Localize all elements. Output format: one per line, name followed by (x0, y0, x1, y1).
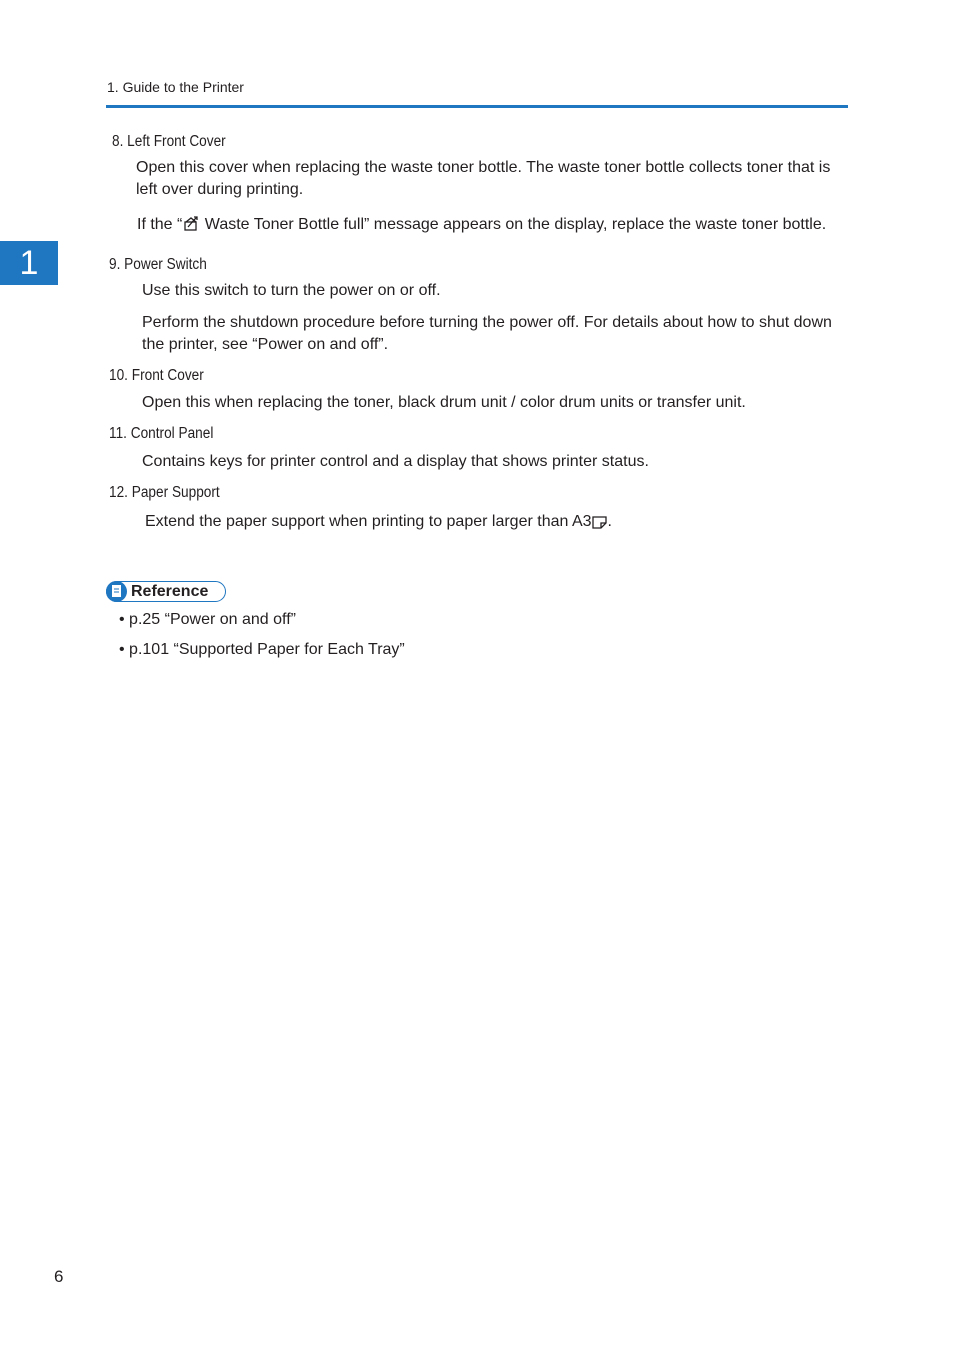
section-paragraph: Open this when replacing the toner, black drum unit / color drum units or transfer unit. (142, 394, 746, 411)
waste-toner-icon (182, 216, 200, 239)
reference-badge (106, 581, 226, 602)
landscape-paper-icon (592, 514, 608, 536)
reference-label: Reference (131, 583, 209, 600)
section-paragraph-waste-toner (137, 214, 852, 239)
section-paragraph: Perform the shutdown procedure before turning the power off. For details about how to shut down the printer, see “Power on and off”. (142, 314, 832, 353)
paragraph-text: If the “ (137, 216, 183, 233)
section-title-control-panel: 11. Control Panel (109, 425, 214, 442)
reference-icon (106, 581, 127, 602)
header-rule (106, 105, 848, 108)
reference-link-supported-paper[interactable]: • p.101 “Supported Paper for Each Tray” (119, 641, 405, 658)
section-title-left-front-cover: 8. Left Front Cover (112, 133, 226, 150)
section-title-power-switch: 9. Power Switch (109, 256, 207, 273)
page-number: 6 (54, 1267, 64, 1286)
section-paragraph: Open this cover when replacing the waste toner bottle. The waste toner bottle collects toner that is left over during printing. (136, 159, 831, 198)
chapter-tab: 1 (0, 241, 58, 285)
section-title-front-cover: 10. Front Cover (109, 367, 204, 384)
running-head: 1. Guide to the Printer (107, 79, 244, 95)
section-paragraph: Contains keys for printer control and a display that shows printer status. (142, 453, 649, 470)
section-paragraph-paper-support (145, 511, 845, 536)
section-title-paper-support: 12. Paper Support (109, 484, 220, 501)
reference-link-power[interactable]: • p.25 “Power on and off” (119, 611, 296, 628)
paragraph-text: Extend the paper support when printing to paper larger than A3 (145, 513, 592, 530)
section-paragraph: Use this switch to turn the power on or off. (142, 282, 441, 299)
paragraph-text: . (607, 513, 612, 530)
paragraph-text: Waste Toner Bottle full” message appears on the display, replace the waste toner bottle. (200, 216, 827, 233)
